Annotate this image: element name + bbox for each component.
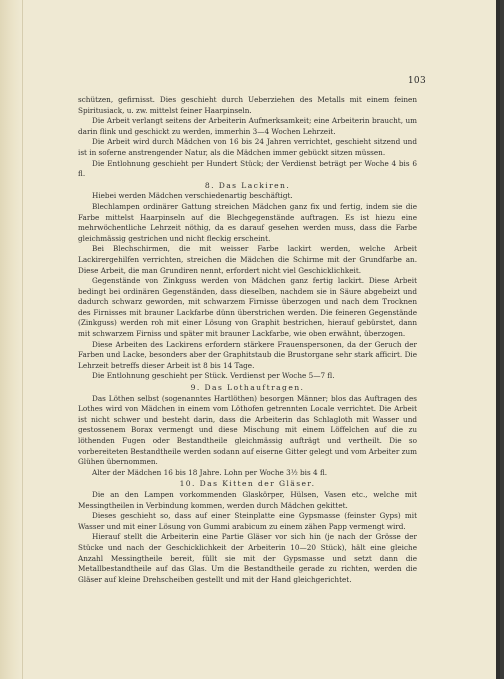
paragraph: Bei Blechschirmen, die mit weisser Farbe lackirt werden, welche Arbeit Lackirergehilfen verrichten, streichen die Mädchen die Schirme mit der Grundfarbe an. Diese Arbeit, die man Grundiren nennt, erfordert nicht viel Geschicklichkeit.: [78, 244, 417, 275]
paragraph: Die Entlohnung geschieht per Hundert Stück; der Verdienst beträgt per Woche 4 bis 6 fl.: [78, 158, 417, 179]
paragraph: Die an den Lampen vorkommenden Glaskörper, Hülsen, Vasen etc., welche mit Messingtheilen in Verbindung kommen, werden durch Mädchen gekittet.: [78, 489, 417, 510]
paragraph: Blechlampen ordinärer Gattung streichen Mädchen ganz fix und fertig, indem sie die Farbe mittelst Haarpinseln auf die Blechgegenstände auftragen. Es ist hiezu eine mehrwöchentliche Lehrzeit nöthig, da es darauf gesehen werden muss, dass die Farbe gleichmässig gestrichen und nicht fleckig erscheint.: [78, 201, 417, 243]
paragraph: Dieses geschieht so, dass auf einer Steinplatte eine Gypsmasse (feinster Gyps) mit Wasser und mit einer Lösung von Gummi arabicum zu einem zähen Papp vermengt wird.: [78, 511, 417, 531]
paragraph: Die Arbeit verlangt seitens der Arbeiterin Aufmerksamkeit; eine Arbeiterin braucht, um darin flink und geschickt zu werden, immerhin 3—4 Wochen Lehrzeit.: [78, 116, 417, 136]
paragraph: Hierauf stellt die Arbeiterin eine Partie Gläser vor sich hin (je nach der Grösse der Stücke und nach der Geschicklichkeit der Arbeiterin 10—20 Stück), hält eine gleiche Anzahl Messingtheile bereit, füllt sie mit der Gypsmasse und setzt dann die Metallbestandtheile auf das Glas. Um die Bestandtheile gerade zu richten, werden die Gläser auf kleine Drehscheiben gestellt und mit der Hand gleichgerichtet.: [78, 532, 417, 584]
section-heading-kitten: 10. Das Kitten der Gläser.: [179, 479, 316, 489]
paragraph: Gegenstände von Zinkguss werden von Mädchen ganz fertig lackirt. Diese Arbeit bedingt bei ordinären Gegenständen, dass dieselben, nachdem sie in Säure abgebeizt und dadurch schwarz geworden, mit schwarzem Firnisse überzogen und nach dem Trocknen des Firnisses mit brauner Lackfarbe dünn überstrichen werden. Die feineren Gegenstände (Zinkguss) werden roh mit einer Lösung von Graphit bestrichen, hierauf gebürstet, dann mit schwarzem Firniss und später mit brauner Lackfarbe, wie oben erwähnt, überzogen.: [78, 276, 417, 339]
page-text: [78, 95, 417, 585]
paragraph: Die Entlohnung geschieht per Stück. Verdienst per Woche 5—7 fl.: [92, 371, 335, 381]
page-number: 103: [407, 76, 426, 86]
paragraph: Die Arbeit wird durch Mädchen von 16 bis 24 Jahren verrichtet, geschieht sitzend und ist in soferne anstrengender Natur, als die Mädchen immer gebückt sitzen müssen.: [78, 137, 417, 157]
paragraph: Hiebei werden Mädchen verschiedenartig beschäftigt.: [92, 191, 293, 201]
paragraph: Das Löthen selbst (sogenanntes Hartlöthen) besorgen Männer; blos das Auftragen des Lothes wird von Mädchen in einem vom Löthofen getrennten Locale verrichtet. Die Arbeit ist nicht schwer und besteht darin, dass die Arbeiterin das Schlagloth mit Wasser und gestossenem Borax vermengt und diese Mischung mit einem Löffelchen auf die zu löthenden Fugen oder Bestandtheile gleichmässig aufträgt und vertheilt. Die so vorbereiteten Bestandtheile werden sodann auf eiserne Gitter gelegt und vom Arbeiter zum Glühen übernommen.: [78, 393, 417, 467]
paragraph: Alter der Mädchen 16 bis 18 Jahre. Lohn per Woche 3½ bis 4 fl.: [92, 467, 328, 477]
paragraph: Diese Arbeiten des Lackirens erfordern stärkere Frauenspersonen, da der Geruch der Farben und Lacke, besonders aber der Graphitstaub die Brustorgane sehr stark afficirt. Die Lehrzeit betreffs dieser Arbeit ist 8 bis 14 Tage.: [78, 339, 417, 370]
section-heading-lackiren: 8. Das Lackiren.: [204, 180, 291, 190]
page-edge: [496, 0, 500, 679]
book-gutter: [0, 0, 23, 679]
paragraph: schützen, gefirnisst. Dies geschieht durch Ueberziehen des Metalls mit einem feinen Spiritusiack, u. zw. mittelst feiner Haarpinseln.: [78, 95, 417, 115]
section-heading-lothauftragen: 9. Das Lothauftragen.: [190, 383, 305, 393]
